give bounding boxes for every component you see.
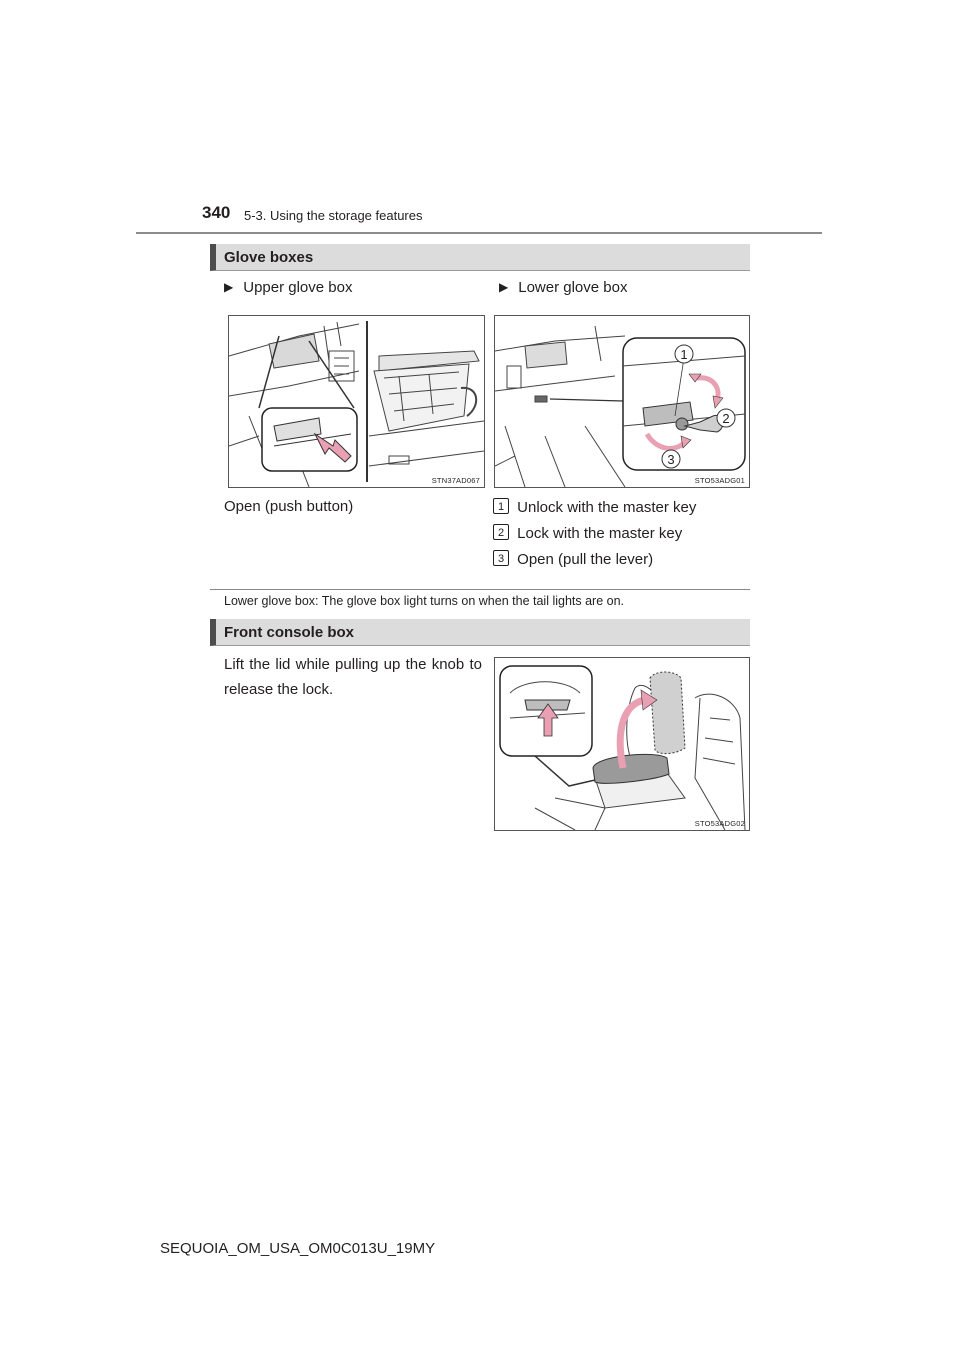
front-console-instructions: Lift the lid while pulling up the knob to release the lock. bbox=[224, 656, 482, 698]
lower-glove-box-label bbox=[499, 279, 627, 296]
lower-glove-box-figure bbox=[494, 315, 750, 488]
section-path: 5-3. Using the storage features bbox=[244, 208, 423, 223]
callout-1: 1 bbox=[680, 347, 688, 362]
figure-code: STO53ADG01 bbox=[694, 476, 745, 485]
lower-glove-box-label-text: Lower glove box bbox=[518, 279, 628, 296]
upper-glove-box-label bbox=[224, 279, 352, 296]
figure-code: STN37AD067 bbox=[431, 476, 480, 485]
glove-boxes-heading: Glove boxes bbox=[224, 249, 314, 266]
lower-glove-box-illustration bbox=[495, 316, 749, 487]
step-text: Open (pull the lever) bbox=[517, 551, 654, 568]
front-console-figure bbox=[494, 657, 750, 831]
callout-3: 3 bbox=[667, 452, 675, 467]
step-3 bbox=[493, 550, 653, 568]
note-rule bbox=[210, 589, 750, 590]
step-2 bbox=[493, 524, 682, 542]
step-text: Lock with the master key bbox=[517, 525, 683, 542]
step-number-badge: 2 bbox=[493, 524, 509, 540]
upper-glove-box-caption: Open (push button) bbox=[224, 498, 354, 515]
page-number: 340 bbox=[202, 203, 231, 222]
triangle-bullet-icon: ▶ bbox=[499, 280, 509, 294]
callout-2: 2 bbox=[722, 411, 730, 426]
upper-glove-box-figure bbox=[228, 315, 485, 488]
front-console-heading: Front console box bbox=[224, 624, 355, 641]
document-id: SEQUOIA_OM_USA_OM0C013U_19MY bbox=[160, 1240, 436, 1257]
glove-box-note: Lower glove box: The glove box light turns on when the tail lights are on. bbox=[224, 594, 625, 608]
front-console-illustration bbox=[495, 658, 749, 830]
header-rule bbox=[136, 232, 822, 234]
step-1 bbox=[493, 498, 696, 516]
step-number-badge: 3 bbox=[493, 550, 509, 566]
step-text: Unlock with the master key bbox=[517, 499, 697, 516]
step-number-badge: 1 bbox=[493, 498, 509, 514]
figure-code: STO53ADG02 bbox=[694, 819, 745, 828]
upper-glove-box-illustration bbox=[229, 316, 484, 487]
triangle-bullet-icon: ▶ bbox=[224, 280, 234, 294]
upper-glove-box-label-text: Upper glove box bbox=[243, 279, 353, 296]
